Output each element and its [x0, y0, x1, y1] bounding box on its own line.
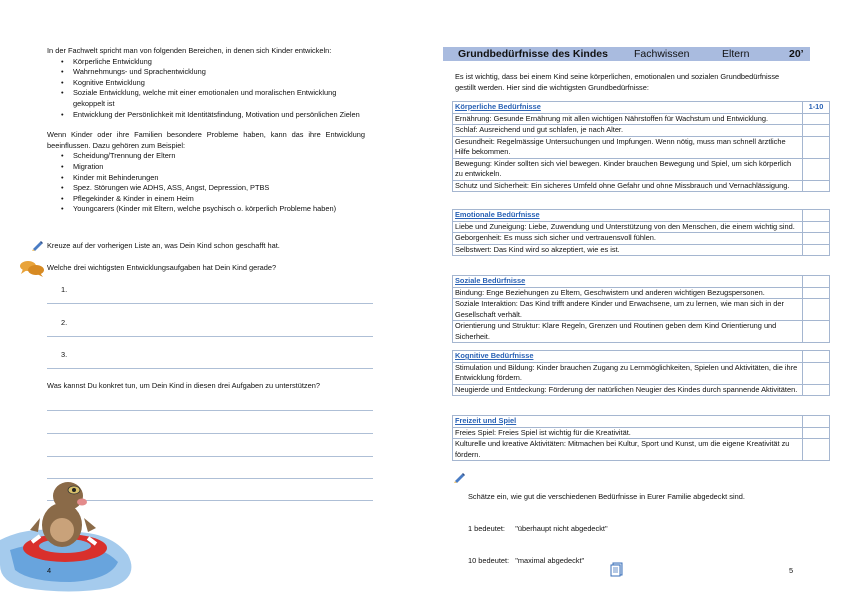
rating-cell — [803, 210, 830, 222]
list-item: • Soziale Entwicklung, welche mit einer emotionalen und moralischen Entwicklung gekoppelt ist — [47, 88, 365, 109]
needs-intro: Es ist wichtig, dass bei einem Kind seine körperlichen, emotionalen und sozialen Grundbedürfnisse gestillt werden. Hier sind die wichtigsten Grundbedürfnisse: — [455, 72, 780, 92]
table-row — [453, 158, 830, 180]
rating-header: 1-10 — [803, 102, 830, 114]
table-row — [453, 321, 830, 343]
section-title-bar — [443, 47, 810, 61]
problems-intro: Wenn Kinder oder ihre Familien besondere Probleme haben, kann das ihre Entwicklung beeinflussen. Dazu gehören zum Beispiel: — [47, 130, 365, 150]
list-item: • Youngcarers (Kinder mit Eltern, welche psychisch o. körperlich Probleme haben) — [47, 204, 365, 215]
need-item: Orientierung und Struktur: Klare Regeln, Grenzen und Routinen geben dem Kind Orientierung und Sicherheit. — [453, 321, 803, 343]
answer-line-1[interactable] — [47, 303, 373, 304]
need-item: Geborgenheit: Es muss sich sicher und vertrauensvoll fühlen. — [453, 233, 803, 245]
group-heading: Emotionale Bedürfnisse — [453, 210, 803, 222]
rating-cell[interactable] — [803, 299, 830, 321]
answer-line-6[interactable] — [47, 456, 373, 457]
table-row — [453, 427, 830, 439]
table-row — [453, 125, 830, 137]
need-item: Schlaf: Ausreichend und gut schlafen, je nach Alter. — [453, 125, 803, 137]
answer-number-3: 3. — [61, 350, 68, 359]
need-item: Gesundheit: Regelmässige Untersuchungen und Impfungen. Wenn nötig, muss man schnell ärztliche Hilfe bekommen. — [453, 136, 803, 158]
need-item: Freies Spiel: Freies Spiel ist wichtig für die Kreativität. — [453, 427, 803, 439]
answer-line-3[interactable] — [47, 368, 373, 369]
list-item: • Scheidung/Trennung der Eltern — [47, 151, 365, 162]
table-row — [453, 210, 830, 222]
tag-eltern: Eltern — [722, 48, 750, 60]
list-item: • Entwicklung der Persönlichkeit mit Identitätsfindung, Motivation und persönlichen Zielen — [47, 110, 365, 121]
need-item: Liebe und Zuneigung: Liebe, Zuwendung und Unterstützung von den Menschen, die einem wichtig sind. — [453, 221, 803, 233]
needs-table-social — [452, 275, 830, 343]
table-row — [453, 244, 830, 256]
list-item: • Kinder mit Behinderungen — [47, 173, 365, 184]
left-page-content — [47, 46, 365, 215]
table-row — [453, 233, 830, 245]
list-item: • Kognitive Entwicklung — [47, 78, 365, 89]
answer-line-2[interactable] — [47, 336, 373, 337]
rating-cell — [803, 351, 830, 363]
rating-cell[interactable] — [803, 125, 830, 137]
table-row — [453, 221, 830, 233]
rating-cell[interactable] — [803, 427, 830, 439]
need-item: Schutz und Sicherheit: Ein sicheres Umfeld ohne Gefahr und ohne Missbrauch und Vernachlässigung. — [453, 180, 803, 192]
rating-cell[interactable] — [803, 180, 830, 192]
answer-line-4[interactable] — [47, 410, 373, 411]
tag-fachwissen: Fachwissen — [634, 48, 690, 60]
list-item: • Körperliche Entwicklung — [47, 57, 365, 68]
rating-cell[interactable] — [803, 439, 830, 461]
table-row — [453, 276, 830, 288]
rating-cell[interactable] — [803, 244, 830, 256]
rating-cell[interactable] — [803, 233, 830, 245]
group-heading: Freizeit und Spiel — [453, 416, 803, 428]
page-title: Grundbedürfnisse des Kindes — [458, 48, 608, 60]
page-number-right: 5 — [789, 566, 794, 575]
table-row — [453, 416, 830, 428]
rating-cell[interactable] — [803, 221, 830, 233]
rating-cell[interactable] — [803, 113, 830, 125]
group-heading: Körperliche Bedürfnisse — [453, 102, 803, 114]
answer-number-2: 2. — [61, 318, 68, 327]
answer-number-1: 1. — [61, 285, 68, 294]
task-check-list: Kreuze auf der vorherigen Liste an, was Dein Kind schon geschafft hat. — [47, 241, 280, 250]
scale-max-description: 10 bedeutet: "maximal abgedeckt" — [468, 555, 585, 565]
pencil-icon — [31, 239, 44, 251]
table-row — [453, 299, 830, 321]
rating-cell[interactable] — [803, 158, 830, 180]
needs-table-cognitive — [452, 350, 830, 396]
list-item: • Pflegekinder & Kinder in einem Heim — [47, 194, 365, 205]
needs-table-physical — [452, 101, 830, 192]
rating-cell[interactable] — [803, 136, 830, 158]
rating-cell — [803, 416, 830, 428]
development-areas-list — [47, 57, 365, 121]
speech-bubbles-icon — [19, 260, 45, 278]
task-development-question: Welche drei wichtigsten Entwicklungsaufgaben hat Dein Kind gerade? — [47, 263, 277, 272]
pencil-icon — [453, 471, 466, 483]
needs-table-leisure — [452, 415, 830, 461]
table-row — [453, 351, 830, 363]
need-item: Ernährung: Gesunde Ernährung mit allen wichtigen Nährstoffen für Wachstum und Entwicklung. — [453, 113, 803, 125]
need-item: Selbstwert: Das Kind wird so akzeptiert, wie es ist. — [453, 244, 803, 256]
rating-cell[interactable] — [803, 287, 830, 299]
rating-task: Schätze ein, wie gut die verschiedenen Bedürfnisse in Eurer Familie abgedeckt sind. — [468, 492, 745, 502]
table-row — [453, 113, 830, 125]
list-item: • Spez. Störungen wie ADHS, ASS, Angst, Depression, PTBS — [47, 183, 365, 194]
page-number-left: 4 — [47, 566, 52, 575]
table-row — [453, 102, 830, 114]
need-item: Soziale Interaktion: Das Kind trifft andere Kinder und Erwachsene, um zu lernen, wie man sich in der Gesellschaft verhält. — [453, 299, 803, 321]
task-support-question: Was kannst Du konkret tun, um Dein Kind in diesen drei Aufgaben zu unterstützen? — [47, 381, 320, 390]
rating-instructions — [468, 471, 745, 577]
document-icon — [610, 562, 623, 577]
group-heading: Kognitive Bedürfnisse — [453, 351, 803, 363]
table-row — [453, 384, 830, 396]
development-intro: In der Fachwelt spricht man von folgenden Bereichen, in denen sich Kinder entwickeln: — [47, 46, 332, 55]
group-heading: Soziale Bedürfnisse — [453, 276, 803, 288]
list-item: • Migration — [47, 162, 365, 173]
duration-label: 20’ — [789, 48, 804, 60]
needs-table-emotional — [452, 209, 830, 256]
list-item: • Wahrnehmungs- und Sprachentwicklung — [47, 67, 365, 78]
need-item: Neugierde und Entdeckung: Förderung der natürlichen Neugier des Kindes durch spannende Aktivitäten. — [453, 384, 803, 396]
rating-cell[interactable] — [803, 321, 830, 343]
table-row — [453, 180, 830, 192]
table-row — [453, 362, 830, 384]
need-item: Stimulation und Bildung: Kinder brauchen Zugang zu Lernmöglichkeiten, Spielen und Aktivitäten, die ihre Entwicklung fördern. — [453, 362, 803, 384]
rating-cell — [803, 276, 830, 288]
table-row — [453, 136, 830, 158]
problems-list — [47, 151, 365, 215]
rating-cell[interactable] — [803, 384, 830, 396]
need-item: Bindung: Enge Beziehungen zu Eltern, Geschwistern und anderen wichtigen Bezugspersonen. — [453, 287, 803, 299]
rating-cell[interactable] — [803, 362, 830, 384]
need-item: Kulturelle und kreative Aktivitäten: Mitmachen bei Kultur, Sport und Kunst, um die eigene Kreativität zu fördern. — [453, 439, 803, 461]
mole-mascot-illustration — [0, 470, 140, 595]
table-row — [453, 287, 830, 299]
need-item: Bewegung: Kinder sollten sich viel bewegen. Kinder brauchen Bewegung und Spiel, um sich körperlich zu entwickeln. — [453, 158, 803, 180]
answer-line-5[interactable] — [47, 433, 373, 434]
table-row — [453, 439, 830, 461]
scale-min-description: 1 bedeutet: "überhaupt nicht abgedeckt" — [468, 523, 608, 533]
